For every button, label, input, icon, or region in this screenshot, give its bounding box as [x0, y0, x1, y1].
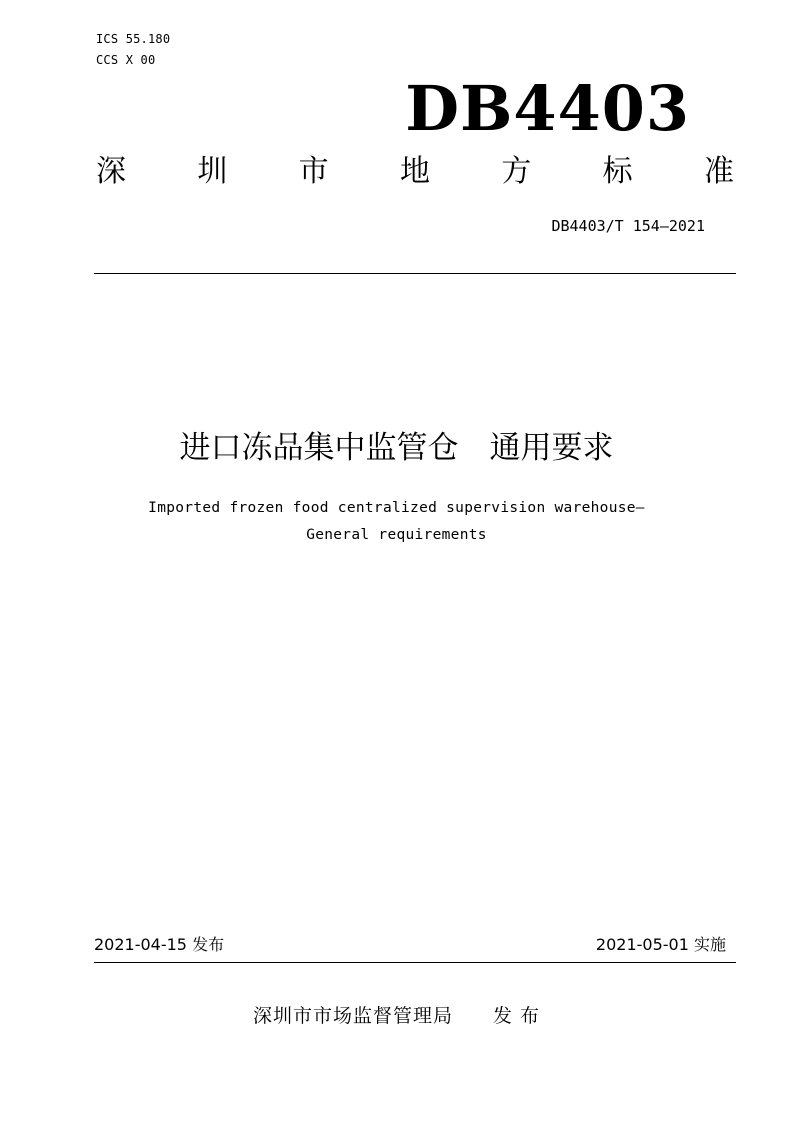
standard-type-char: 圳	[197, 154, 228, 189]
standard-number: DB4403/T 154—2021	[551, 217, 705, 235]
title-english-line-1: Imported frozen food centralized supervision warehouse—	[148, 500, 645, 516]
ccs-code: CCS X 00	[96, 53, 156, 67]
standard-logo: DB4403	[405, 72, 690, 145]
issue-date: 2021-04-15 发布	[94, 935, 225, 954]
ics-code: ICS 55.180	[96, 32, 171, 46]
standard-type-char: 地	[399, 154, 430, 189]
title-chinese: 进口冻品集中监管仓 通用要求	[179, 430, 614, 466]
standard-type-char: 标	[602, 154, 633, 189]
bottom-divider	[94, 962, 736, 963]
implementation-date: 2021-05-01 实施	[595, 935, 726, 954]
standard-type-char: 准	[703, 154, 734, 189]
publisher: 深圳市市场监督管理局 发 布	[252, 1005, 541, 1027]
standard-type-char: 方	[501, 154, 532, 189]
standard-type	[96, 150, 734, 194]
title-english-line-2: General requirements	[306, 527, 487, 543]
top-divider	[94, 273, 736, 274]
standard-type-char: 深	[96, 154, 126, 189]
standard-type-char: 市	[298, 154, 329, 189]
